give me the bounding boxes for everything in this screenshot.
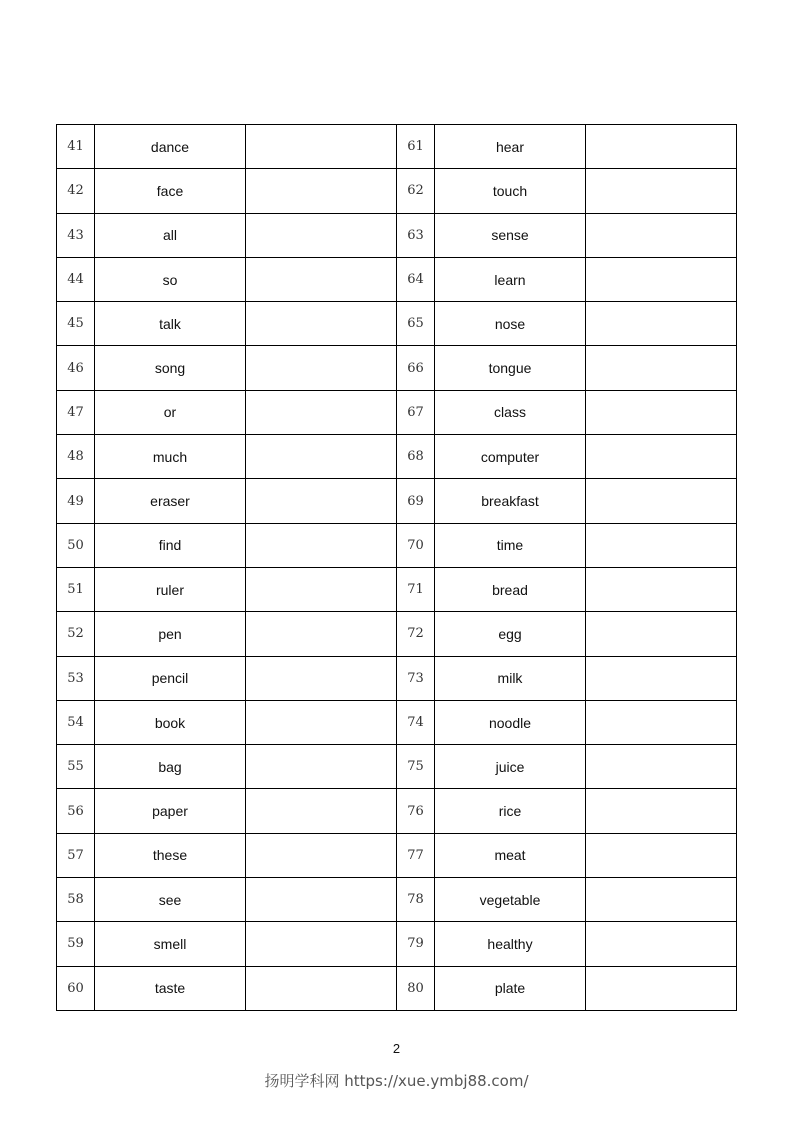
left-number-cell: 59 <box>57 922 95 966</box>
table-row <box>57 213 737 257</box>
right-number-cell: 68 <box>397 435 435 479</box>
right-answer-cell <box>586 257 737 301</box>
right-number-cell: 70 <box>397 523 435 567</box>
left-number-cell: 42 <box>57 169 95 213</box>
right-number-cell: 77 <box>397 833 435 877</box>
left-answer-cell <box>246 789 397 833</box>
left-number-cell: 50 <box>57 523 95 567</box>
table-row <box>57 745 737 789</box>
table-row <box>57 346 737 390</box>
right-number-cell: 72 <box>397 612 435 656</box>
right-number-cell: 80 <box>397 966 435 1010</box>
left-answer-cell <box>246 302 397 346</box>
left-answer-cell <box>246 213 397 257</box>
right-number-cell: 63 <box>397 213 435 257</box>
right-word-cell: tongue <box>435 346 586 390</box>
left-word-cell: find <box>95 523 246 567</box>
left-word-cell: smell <box>95 922 246 966</box>
right-answer-cell <box>586 922 737 966</box>
table-row <box>57 125 737 169</box>
left-number-cell: 41 <box>57 125 95 169</box>
right-word-cell: computer <box>435 435 586 479</box>
left-number-cell: 54 <box>57 700 95 744</box>
right-word-cell: egg <box>435 612 586 656</box>
left-number-cell: 56 <box>57 789 95 833</box>
left-word-cell: talk <box>95 302 246 346</box>
right-word-cell: juice <box>435 745 586 789</box>
right-answer-cell <box>586 523 737 567</box>
right-number-cell: 73 <box>397 656 435 700</box>
left-word-cell: all <box>95 213 246 257</box>
table-row <box>57 612 737 656</box>
table-row <box>57 523 737 567</box>
left-answer-cell <box>246 169 397 213</box>
left-answer-cell <box>246 479 397 523</box>
left-word-cell: book <box>95 700 246 744</box>
right-word-cell: sense <box>435 213 586 257</box>
left-word-cell: pencil <box>95 656 246 700</box>
table-row <box>57 169 737 213</box>
right-word-cell: touch <box>435 169 586 213</box>
left-answer-cell <box>246 390 397 434</box>
left-number-cell: 46 <box>57 346 95 390</box>
right-number-cell: 69 <box>397 479 435 523</box>
right-answer-cell <box>586 567 737 611</box>
left-answer-cell <box>246 125 397 169</box>
table-row <box>57 700 737 744</box>
right-answer-cell <box>586 612 737 656</box>
left-number-cell: 48 <box>57 435 95 479</box>
right-answer-cell <box>586 435 737 479</box>
table-row <box>57 656 737 700</box>
left-answer-cell <box>246 922 397 966</box>
left-word-cell: taste <box>95 966 246 1010</box>
vocabulary-table <box>56 124 737 1011</box>
left-answer-cell <box>246 257 397 301</box>
left-word-cell: pen <box>95 612 246 656</box>
left-word-cell: much <box>95 435 246 479</box>
right-number-cell: 79 <box>397 922 435 966</box>
left-number-cell: 45 <box>57 302 95 346</box>
right-word-cell: plate <box>435 966 586 1010</box>
right-number-cell: 75 <box>397 745 435 789</box>
left-number-cell: 44 <box>57 257 95 301</box>
right-number-cell: 61 <box>397 125 435 169</box>
right-word-cell: rice <box>435 789 586 833</box>
left-answer-cell <box>246 612 397 656</box>
left-answer-cell <box>246 523 397 567</box>
table-row <box>57 435 737 479</box>
right-word-cell: breakfast <box>435 479 586 523</box>
left-answer-cell <box>246 745 397 789</box>
right-answer-cell <box>586 213 737 257</box>
right-number-cell: 66 <box>397 346 435 390</box>
right-number-cell: 62 <box>397 169 435 213</box>
right-answer-cell <box>586 125 737 169</box>
right-answer-cell <box>586 789 737 833</box>
left-word-cell: paper <box>95 789 246 833</box>
left-number-cell: 53 <box>57 656 95 700</box>
right-number-cell: 64 <box>397 257 435 301</box>
table-row <box>57 479 737 523</box>
right-answer-cell <box>586 169 737 213</box>
right-word-cell: vegetable <box>435 878 586 922</box>
right-answer-cell <box>586 878 737 922</box>
page-number: 2 <box>392 1041 401 1056</box>
right-answer-cell <box>586 700 737 744</box>
left-word-cell: song <box>95 346 246 390</box>
left-answer-cell <box>246 346 397 390</box>
table-row <box>57 302 737 346</box>
table-row <box>57 833 737 877</box>
right-answer-cell <box>586 745 737 789</box>
left-number-cell: 49 <box>57 479 95 523</box>
left-number-cell: 47 <box>57 390 95 434</box>
vocabulary-table-body <box>57 125 737 1011</box>
right-word-cell: meat <box>435 833 586 877</box>
left-answer-cell <box>246 878 397 922</box>
left-answer-cell <box>246 567 397 611</box>
right-answer-cell <box>586 346 737 390</box>
right-word-cell: bread <box>435 567 586 611</box>
right-word-cell: learn <box>435 257 586 301</box>
left-number-cell: 60 <box>57 966 95 1010</box>
right-word-cell: healthy <box>435 922 586 966</box>
right-answer-cell <box>586 833 737 877</box>
right-word-cell: milk <box>435 656 586 700</box>
right-number-cell: 76 <box>397 789 435 833</box>
table-row <box>57 878 737 922</box>
table-row <box>57 390 737 434</box>
left-answer-cell <box>246 656 397 700</box>
table-row <box>57 567 737 611</box>
left-word-cell: eraser <box>95 479 246 523</box>
left-word-cell: so <box>95 257 246 301</box>
right-number-cell: 71 <box>397 567 435 611</box>
right-number-cell: 67 <box>397 390 435 434</box>
left-answer-cell <box>246 700 397 744</box>
table-row <box>57 789 737 833</box>
table-row <box>57 922 737 966</box>
left-word-cell: face <box>95 169 246 213</box>
left-word-cell: see <box>95 878 246 922</box>
right-number-cell: 65 <box>397 302 435 346</box>
left-answer-cell <box>246 833 397 877</box>
left-word-cell: or <box>95 390 246 434</box>
left-word-cell: ruler <box>95 567 246 611</box>
left-number-cell: 55 <box>57 745 95 789</box>
left-number-cell: 51 <box>57 567 95 611</box>
right-number-cell: 78 <box>397 878 435 922</box>
table-row <box>57 966 737 1010</box>
right-number-cell: 74 <box>397 700 435 744</box>
right-word-cell: time <box>435 523 586 567</box>
left-number-cell: 58 <box>57 878 95 922</box>
right-answer-cell <box>586 302 737 346</box>
right-word-cell: class <box>435 390 586 434</box>
right-answer-cell <box>586 479 737 523</box>
left-number-cell: 43 <box>57 213 95 257</box>
table-row <box>57 257 737 301</box>
left-word-cell: bag <box>95 745 246 789</box>
left-word-cell: dance <box>95 125 246 169</box>
left-answer-cell <box>246 435 397 479</box>
right-word-cell: noodle <box>435 700 586 744</box>
footer-watermark: 扬明学科网 https://xue.ymbj88.com/ <box>264 1072 529 1090</box>
right-word-cell: nose <box>435 302 586 346</box>
left-number-cell: 52 <box>57 612 95 656</box>
left-number-cell: 57 <box>57 833 95 877</box>
left-answer-cell <box>246 966 397 1010</box>
right-word-cell: hear <box>435 125 586 169</box>
right-answer-cell <box>586 966 737 1010</box>
left-word-cell: these <box>95 833 246 877</box>
right-answer-cell <box>586 390 737 434</box>
right-answer-cell <box>586 656 737 700</box>
